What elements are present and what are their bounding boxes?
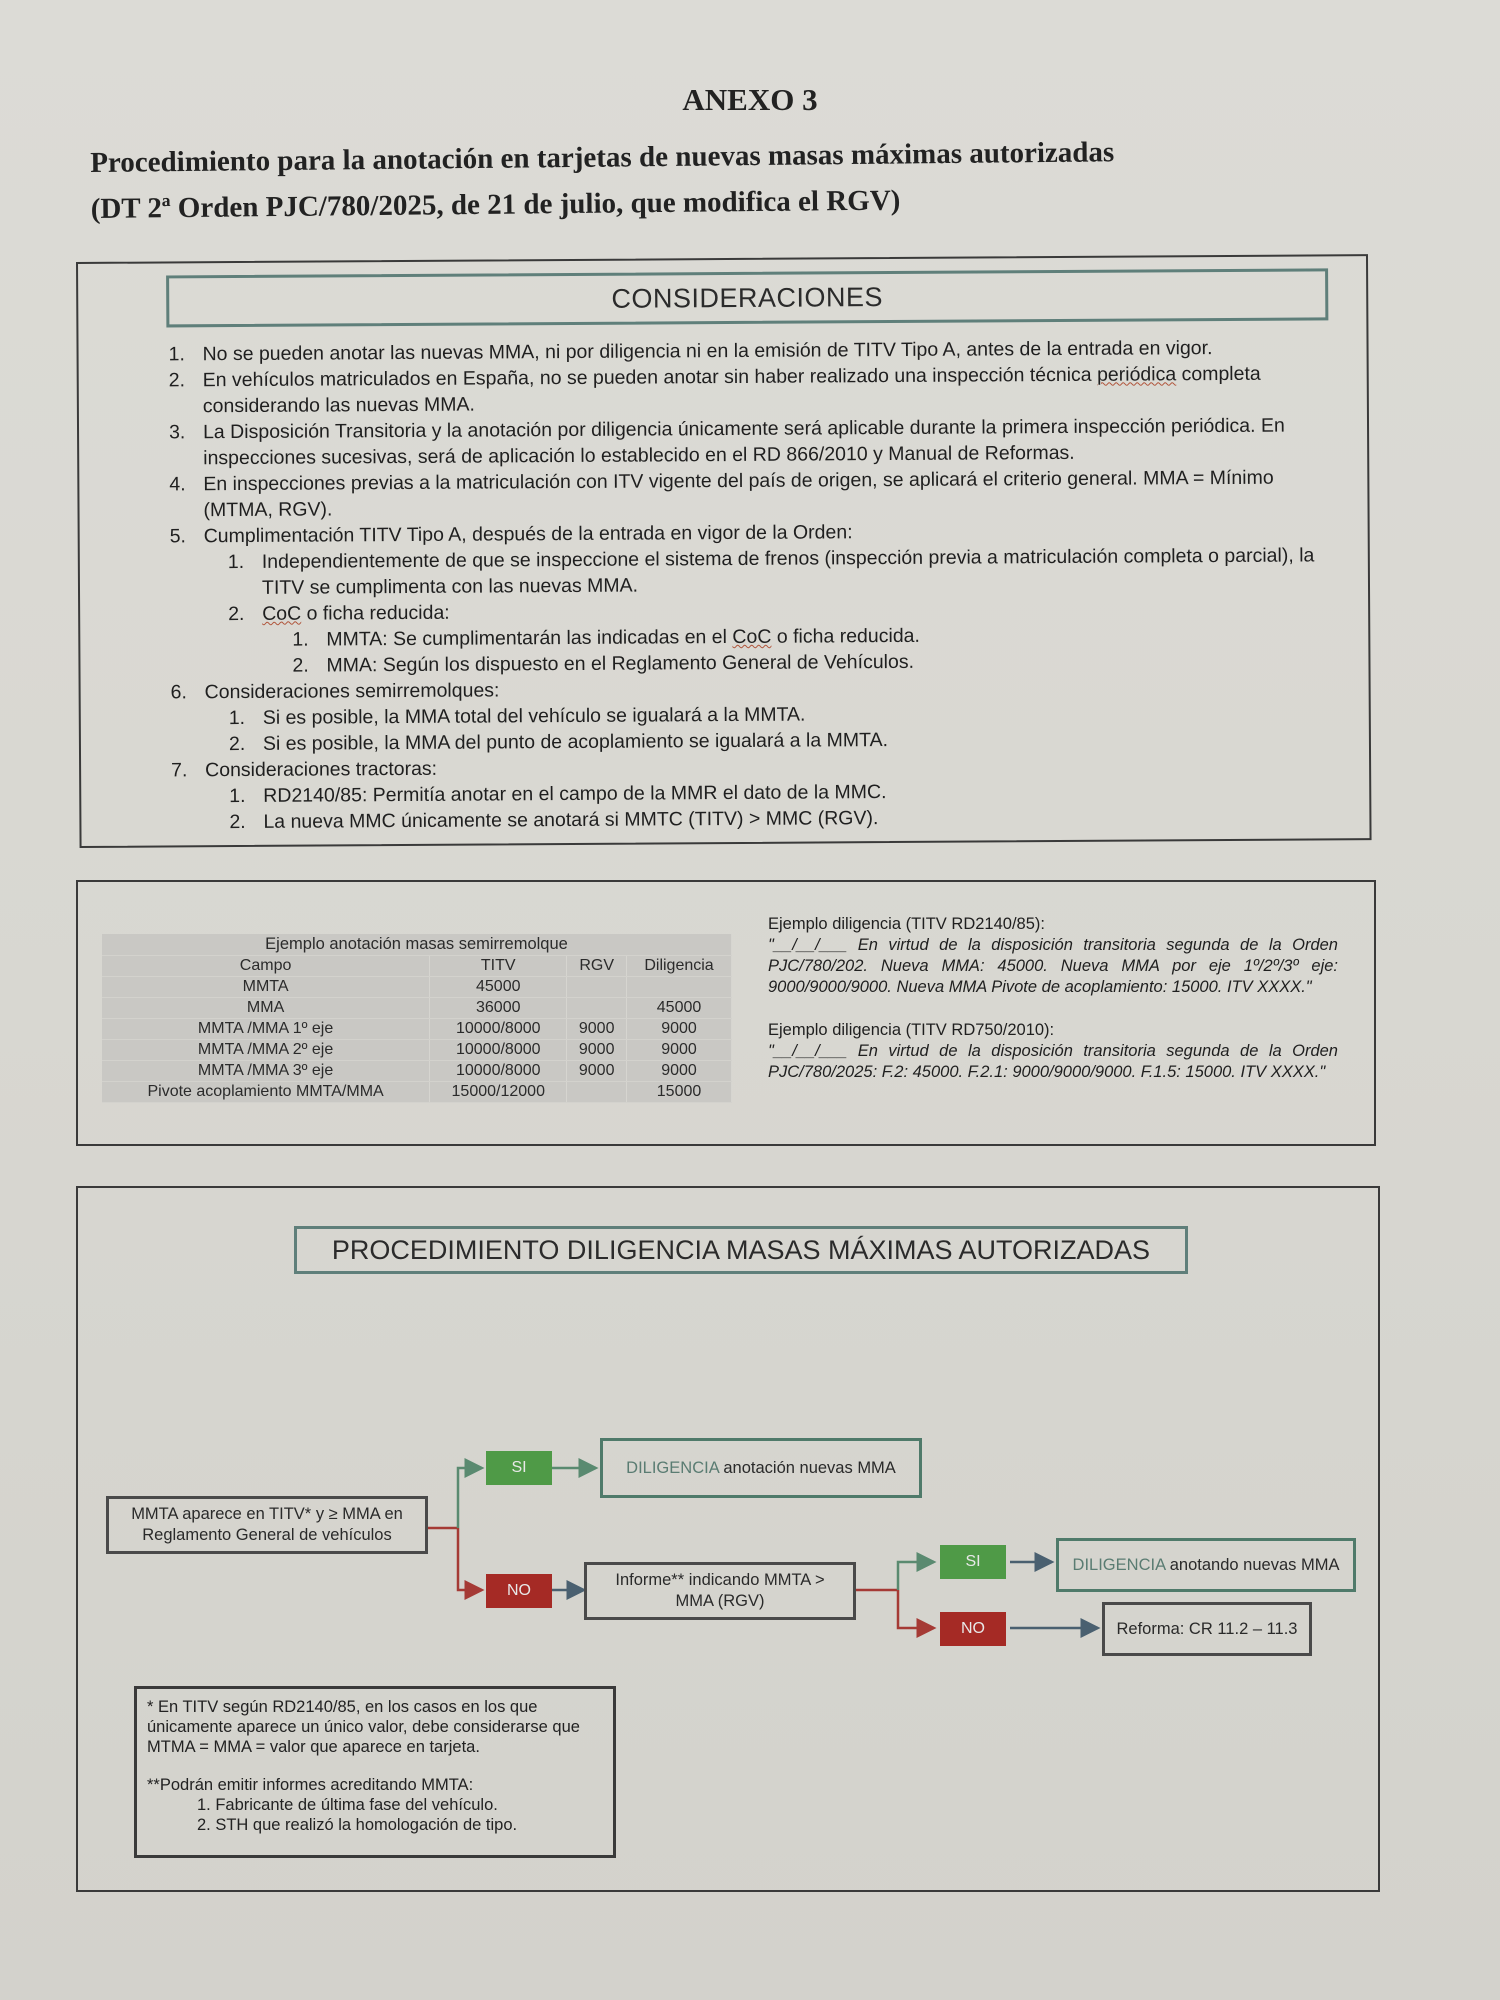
connector-start-no xyxy=(458,1528,482,1590)
table-caption-row xyxy=(102,934,732,955)
procedure-box xyxy=(76,1186,1380,1892)
table-row xyxy=(102,976,732,997)
footnote-1: * En TITV según RD2140/85, en los casos en los que únicamente aparece un único valor, debe considerarse que MTMA = MMA = valor que aparece en tarjeta. xyxy=(147,1698,580,1756)
consideration-item-5-2-1: 1. MMTA: Se cumplimentarán las indicadas en el CoC o ficha reducida. xyxy=(292,624,920,651)
table-cell: 36000 xyxy=(430,997,567,1018)
consideration-item-7: 7. Consideraciones tractoras: xyxy=(171,757,438,782)
table-cell xyxy=(627,976,732,997)
footnote-2-item: 2. STH que realizó la homologación de tipo. xyxy=(197,1816,518,1834)
table-cell: 45000 xyxy=(430,976,567,997)
main-title-line-1: Procedimiento para la anotación en tarjetas de nuevas masas máximas autorizadas xyxy=(90,136,1115,179)
table-cell: 9000 xyxy=(567,1018,627,1039)
no-tag-1: NO xyxy=(486,1574,552,1608)
table-cell: MMTA /MMA 2º eje xyxy=(102,1039,430,1060)
table-cell: 9000 xyxy=(627,1039,732,1060)
no-tag-2: NO xyxy=(940,1612,1006,1646)
consideration-item-6-1: 1. Si es posible, la MMA total del vehículo se igualará a la MMTA. xyxy=(228,703,806,730)
main-title xyxy=(90,127,1351,232)
table-cell: MMTA /MMA 1º eje xyxy=(102,1018,430,1039)
table-row xyxy=(102,997,732,1018)
reform-box: Reforma: CR 11.2 – 11.3 xyxy=(1102,1602,1312,1656)
table-cell: MMA xyxy=(102,997,430,1018)
consideration-item-5-1: 1. Independientemente de que se inspeccione el sistema de frenos (inspección previa a matriculación completa o parcial), la TITV se cumplimenta con las nuevas MMA. xyxy=(227,544,1315,599)
consideration-item-5-2: 2. CoC o ficha reducida: xyxy=(228,601,450,626)
procedure-header: PROCEDIMIENTO DILIGENCIA MASAS MÁXIMAS AUTORIZADAS xyxy=(294,1226,1188,1274)
column-header: Campo xyxy=(102,955,430,976)
spellcheck-word: periódica xyxy=(1096,363,1177,386)
example-2-title: Ejemplo diligencia (TITV RD750/2010): xyxy=(768,1021,1055,1039)
connector-start-yes xyxy=(458,1468,482,1528)
table-cell: MMTA /MMA 3º eje xyxy=(102,1060,430,1081)
table-cell xyxy=(567,1081,627,1102)
table-cell xyxy=(567,976,627,997)
annex-title: ANEXO 3 xyxy=(682,82,818,117)
footnote-2-item: 1. Fabricante de última fase del vehículo. xyxy=(197,1796,498,1814)
consideration-item-5-2-2: 2. MMA: Según los dispuesto en el Reglamento General de Vehículos. xyxy=(292,650,915,677)
table-caption: Ejemplo anotación masas semirremolque xyxy=(102,934,732,955)
table-cell: Pivote acoplamiento MMTA/MMA xyxy=(102,1081,430,1102)
table-row xyxy=(102,1039,732,1060)
table-row xyxy=(102,1018,732,1039)
considerations-list xyxy=(168,334,1341,835)
table-cell: 9000 xyxy=(627,1060,732,1081)
footnotes-box xyxy=(134,1686,616,1858)
column-header: TITV xyxy=(430,955,567,976)
example-table xyxy=(102,934,732,1103)
considerations-header: CONSIDERACIONES xyxy=(166,268,1328,327)
start-condition-box: MMTA aparece en TITV* y ≥ MMA en Reglamento General de vehículos xyxy=(106,1496,428,1554)
table-cell: 10000/8000 xyxy=(430,1018,567,1039)
example-box xyxy=(76,880,1376,1146)
yes-tag-1: SI xyxy=(486,1451,552,1485)
table-cell: MMTA xyxy=(102,976,430,997)
connector-report-no xyxy=(898,1590,934,1628)
table-cell: 9000 xyxy=(627,1018,732,1039)
column-header: RGV xyxy=(567,955,627,976)
table-row xyxy=(102,1081,732,1102)
consideration-item-1: 1. No se pueden anotar las nuevas MMA, ni por diligencia ni en la emisión de TITV Tipo A, antes de la entrada en vigor. xyxy=(168,337,1213,366)
table-cell: 9000 xyxy=(567,1060,627,1081)
example-notes xyxy=(768,914,1338,1083)
considerations-box xyxy=(76,254,1372,848)
example-2-text: "__/__/___ En virtud de la disposición transitoria segunda de la Orden PJC/780/2025: F.2: 45000. F.2.1: 9000/9000/9000. F.1.5: 15000. ITV XXXX." xyxy=(768,1042,1338,1081)
consideration-item-4: 4. En inspecciones previas a la matriculación con ITV vigente del país de origen, se aplicará el criterio general. MMA = Mínimo (MTMA, RGV). xyxy=(169,466,1274,522)
diligence-new-mma-box: DILIGENCIA anotando nuevas MMA xyxy=(1056,1538,1356,1592)
column-header: Diligencia xyxy=(627,955,732,976)
consideration-item-7-1: 1. RD2140/85: Permitía anotar en el campo de la MMR el dato de la MMC. xyxy=(229,781,887,808)
table-cell: 9000 xyxy=(567,1039,627,1060)
consideration-item-7-2: 2. La nueva MMC únicamente se anotará si MMTC (TITV) > MMC (RGV). xyxy=(229,807,879,834)
table-cell: 10000/8000 xyxy=(430,1039,567,1060)
diligence-annotation-box: DILIGENCIA anotación nuevas MMA xyxy=(600,1438,922,1498)
consideration-item-3: 3. La Disposición Transitoria y la anotación por diligencia únicamente será aplicable durante la primera inspección periódica. En inspecciones sucesivas, será de aplicación lo establecido en el RD 866/2010 y Manual de Reformas. xyxy=(168,414,1285,470)
consideration-item-5: 5. Cumplimentación TITV Tipo A, después de la entrada en vigor de la Orden: xyxy=(169,521,853,548)
main-title-line-2: (DT 2ª Orden PJC/780/2025, de 21 de julio, que modifica el RGV) xyxy=(90,184,901,225)
example-1-text: "__/__/___ En virtud de la disposición transitoria segunda de la Orden PJC/780/202. Nueva MMA: 45000. Nueva MMA por eje 1º/2º/3º eje: 9000/9000/9000. Nueva MMA Pivote de acoplamiento: 15000. ITV XXXX." xyxy=(768,936,1338,996)
consideration-item-2: 2. En vehículos matriculados en España, no se pueden anotar sin haber realizado una inspección técnica periódica completa considerando las nuevas MMA. xyxy=(168,362,1261,418)
example-1-title: Ejemplo diligencia (TITV RD2140/85): xyxy=(768,915,1045,933)
connector-report-yes xyxy=(898,1562,934,1590)
table-cell: 15000 xyxy=(627,1081,732,1102)
table-cell: 10000/8000 xyxy=(430,1060,567,1081)
consideration-item-6-2: 2. Si es posible, la MMA del punto de acoplamiento se igualará a la MMTA. xyxy=(228,729,889,756)
report-box: Informe** indicando MMTA > MMA (RGV) xyxy=(584,1562,856,1620)
table-header-row xyxy=(102,955,732,976)
consideration-item-6: 6. Consideraciones semirremolques: xyxy=(170,679,500,704)
table-row xyxy=(102,1060,732,1081)
footnote-2-title: **Podrán emitir informes acreditando MMTA: xyxy=(147,1776,474,1794)
yes-tag-2: SI xyxy=(940,1545,1006,1579)
table-cell: 15000/12000 xyxy=(430,1081,567,1102)
table-cell xyxy=(567,997,627,1018)
table-cell: 45000 xyxy=(627,997,732,1018)
